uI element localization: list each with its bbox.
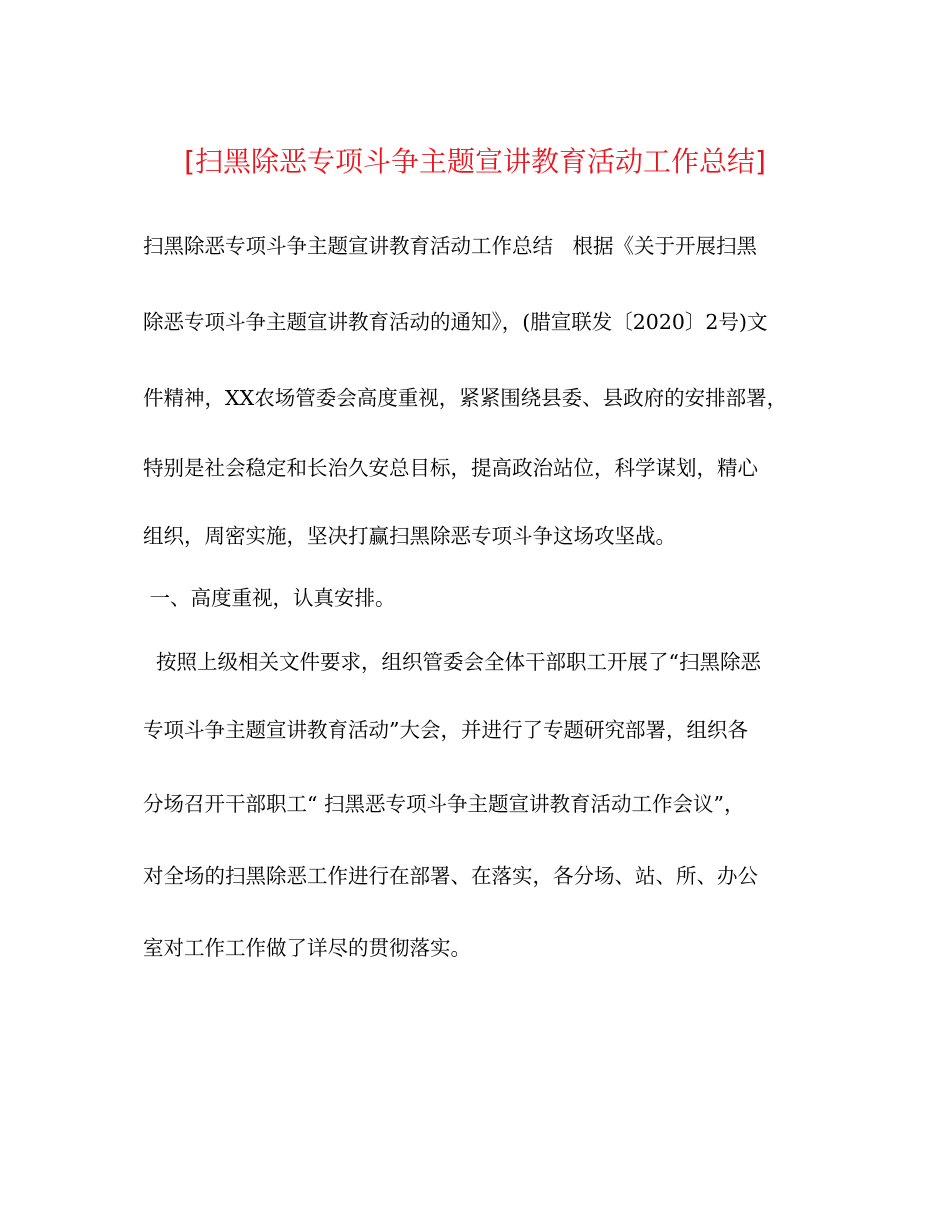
paragraph-line-1: 扫黑除恶专项斗争主题宣讲教育活动工作总结 根据《关于开展扫黑: [143, 234, 758, 258]
paragraph-line-9: 对全场的扫黑除恶工作进行在部署、在落实，各分场、站、所、办公: [143, 864, 758, 888]
paragraph-line-6: 按照上级相关文件要求，组织管委会全体干部职工开展了“扫黑除恶: [143, 650, 762, 674]
paragraph-line-4: 特别是社会稳定和长治久安总目标，提高政治站位，科学谋划，精心: [143, 456, 758, 480]
paragraph-line-7: 专项斗争主题宣讲教育活动”大会，并进行了专题研究部署，组织各: [143, 718, 748, 742]
paragraph-line-5: 组织，周密实施，坚决打赢扫黑除恶专项斗争这场攻坚战。: [143, 524, 676, 548]
paragraph-line-8: 分场召开干部职工“ 扫黑恶专项斗争主题宣讲教育活动工作会议”，: [143, 792, 745, 816]
paragraph-line-3: 件精神，XX农场管委会高度重视，紧紧围绕县委、县政府的安排部署，: [143, 386, 788, 410]
paragraph-line-2: 除恶专项斗争主题宣讲教育活动的通知》，(腊宣联发〔2020〕2号)文: [143, 310, 768, 334]
paragraph-line-10: 室对工作工作做了详尽的贯彻落实。: [143, 936, 471, 960]
document-title: [扫黑除恶专项斗争主题宣讲教育活动工作总结]: [184, 145, 766, 178]
section-heading-1: 一、高度重视，认真安排。: [143, 586, 396, 610]
